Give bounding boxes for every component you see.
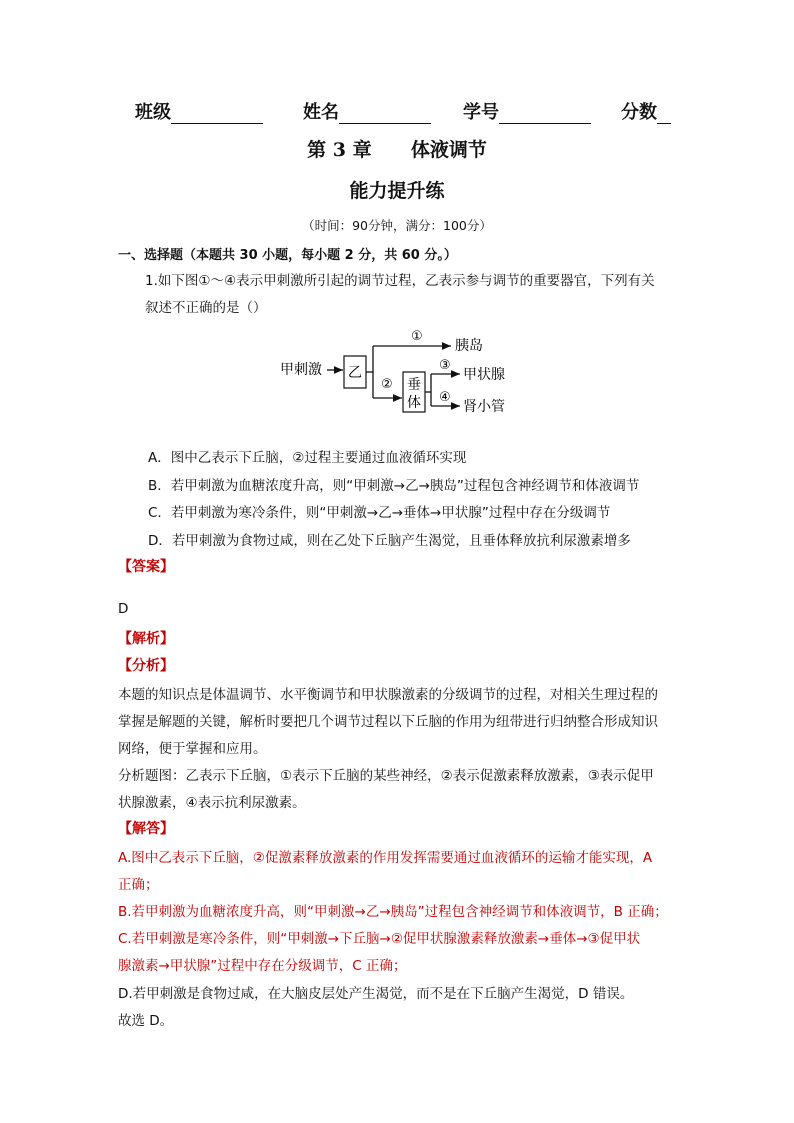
fenxi-tag: 【分析】 — [118, 658, 174, 674]
solution-a-line2: 正确； — [118, 877, 159, 893]
path-3-label: ③ — [439, 358, 451, 373]
analysis-line: 状腺激素，④表示抗利尿激素。 — [118, 795, 306, 811]
option-d: D．若甲刺激为食物过咸，则在乙处下丘脑产生渴觉，且垂体释放抗利尿激素增多 — [148, 533, 631, 549]
chapter-title: 体液调节 — [410, 139, 487, 161]
name-blank[interactable] — [339, 103, 431, 124]
organ-b-label: 乙 — [348, 365, 362, 381]
chapter-number: 第 3 章 — [307, 139, 372, 161]
class-field[interactable] — [135, 98, 263, 124]
solution-d: D.若甲刺激是食物过咸，在大脑皮层处产生渴觉，而不是在下丘脑产生渴觉，D 错误。 — [118, 986, 634, 1002]
path-2-label: ② — [381, 377, 393, 392]
analysis-line: 分析题图：乙表示下丘脑，①表示下丘脑的某些神经，②表示促激素释放激素，③表示促甲 — [118, 768, 654, 784]
id-field[interactable] — [463, 98, 591, 124]
id-blank[interactable] — [499, 103, 591, 124]
name-field[interactable] — [303, 98, 431, 124]
regulation-diagram — [275, 326, 535, 418]
class-blank[interactable] — [171, 103, 263, 124]
path-1-label: ① — [411, 329, 423, 344]
analysis-line: 网络，便于掌握和应用。 — [118, 741, 267, 757]
id-label: 学号 — [463, 102, 499, 123]
student-info-line — [135, 98, 680, 122]
option-c: C．若甲刺激为寒冷条件，则“甲刺激→乙→垂体→甲状腺”过程中存在分级调节 — [148, 505, 611, 521]
section-title: 一、选择题（本题共 30 小题，每小题 2 分，共 60 分。） — [118, 248, 457, 263]
name-label: 姓名 — [303, 102, 339, 123]
target-kidney-tubule: 肾小管 — [463, 399, 505, 415]
chapter-heading — [0, 135, 794, 162]
time-info: （时间：90分钟，满分：100分） — [302, 218, 492, 233]
score-field[interactable] — [621, 98, 671, 124]
pituitary-label-bottom: 体 — [407, 395, 421, 411]
stimulus-label: 甲刺激 — [280, 362, 322, 378]
target-islets: 胰岛 — [455, 338, 483, 354]
solution-tag: 【解答】 — [118, 821, 174, 837]
solution-conclusion: 故选 D。 — [118, 1013, 174, 1029]
page-subtitle: 能力提升练 — [349, 180, 445, 202]
score-label: 分数 — [621, 102, 657, 123]
answer-tag: 【答案】 — [118, 559, 174, 575]
class-label: 班级 — [135, 102, 171, 123]
analysis-line: 掌握是解题的关键，解析时要把几个调节过程以下丘脑的作用为纽带进行归纳整合形成知识 — [118, 714, 658, 730]
target-thyroid: 甲状腺 — [463, 367, 505, 383]
pituitary-label-top: 垂 — [407, 377, 421, 393]
option-b: B．若甲刺激为血糖浓度升高，则“甲刺激→乙→胰岛”过程包含神经调节和体液调节 — [148, 478, 640, 494]
score-blank[interactable] — [657, 103, 671, 124]
solution-a-line1: A.图中乙表示下丘脑，②促激素释放激素的作用发挥需要通过血液循环的运输才能实现，A — [118, 850, 653, 866]
option-a: A．图中乙表示下丘脑，②过程主要通过血液循环实现 — [148, 450, 467, 466]
answer-value: D — [118, 601, 129, 617]
path-4-label: ④ — [439, 390, 451, 405]
analysis-line: 本题的知识点是体温调节、水平衡调节和甲状腺激素的分级调节的过程，对相关生理过程的 — [118, 687, 658, 703]
analysis-tag: 【解析】 — [118, 631, 174, 647]
question-stem-line1: 1.如下图①～④表示甲刺激所引起的调节过程，乙表示参与调节的重要器官，下列有关 — [145, 273, 655, 289]
question-stem-line2: 叙述不正确的是（） — [145, 300, 267, 316]
solution-c-line1: C.若甲刺激是寒冷条件，则“甲刺激→下丘脑→②促甲状腺激素释放激素→垂体→③促甲状 — [118, 931, 641, 947]
solution-c-line2: 腺激素→甲状腺”过程中存在分级调节，C 正确； — [118, 958, 407, 974]
solution-b: B.若甲刺激为血糖浓度升高，则“甲刺激→乙→胰岛”过程包含神经调节和体液调节，B 正确； — [118, 904, 668, 920]
